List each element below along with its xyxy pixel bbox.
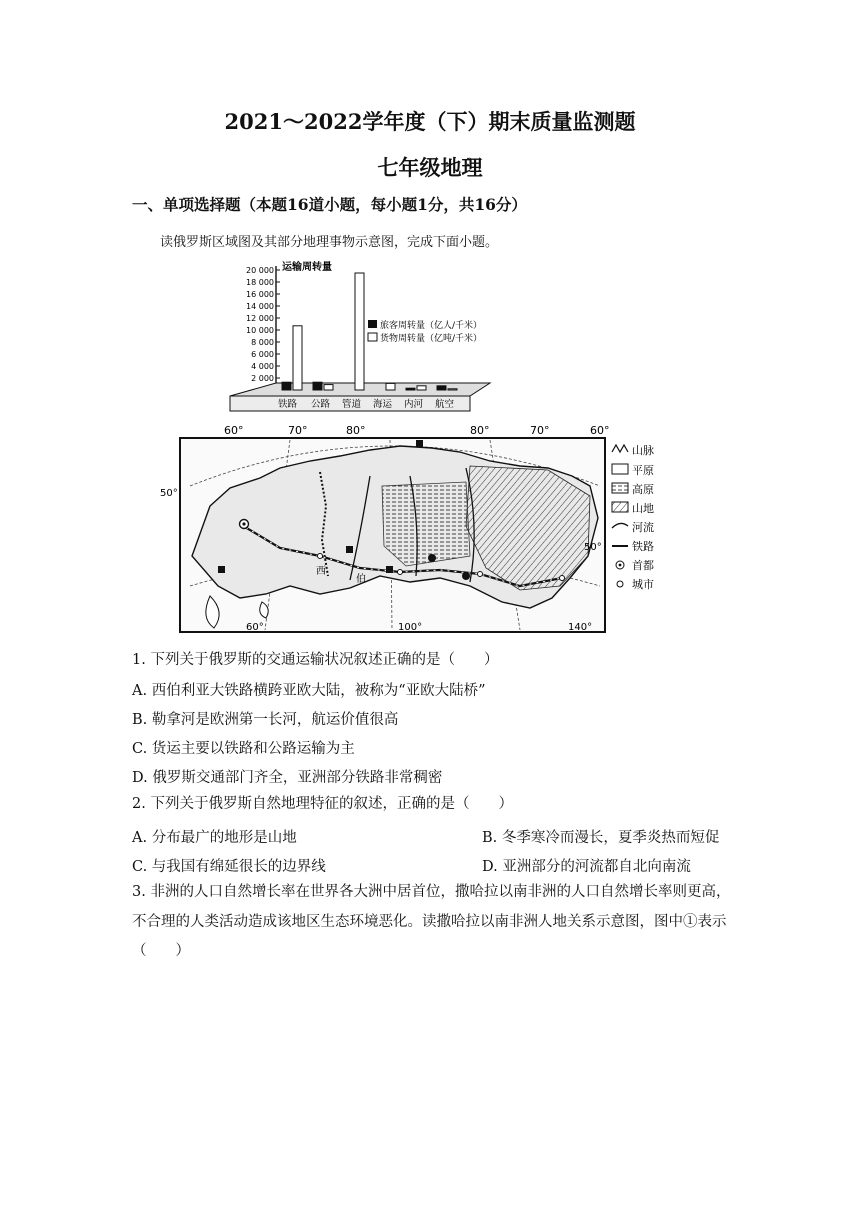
- bar-freight-1: [324, 385, 333, 390]
- city-marker-2: [398, 570, 403, 575]
- question-1-option-b[interactable]: B. 勒拿河是欧洲第一长河，航运价值很高: [132, 712, 399, 728]
- bar-freight-4: [417, 386, 426, 390]
- legend-swatch-passenger: [368, 320, 377, 328]
- map-lat-left: 50°: [160, 488, 178, 499]
- bar-freight-3: [386, 383, 395, 390]
- transport-chart: [230, 260, 490, 411]
- exam-subtitle: 七年级地理: [377, 155, 483, 180]
- y-tick-label: 12 000: [246, 314, 274, 323]
- place-label-2: 西: [316, 566, 326, 577]
- question-1-stem: 1. 下列关于俄罗斯的交通运输状况叙述正确的是（ ）: [132, 652, 499, 668]
- y-tick-label: 16 000: [246, 290, 274, 299]
- map-top-label-1: 60°: [224, 424, 244, 437]
- legend-river: 河流: [632, 521, 654, 534]
- category-label-2: 管道: [342, 399, 362, 410]
- map-bottom-label-2: 100°: [398, 622, 423, 633]
- y-tick-label: 10 000: [246, 326, 274, 335]
- bar-freight-2: [355, 273, 364, 390]
- category-label-1: 公路: [311, 399, 331, 410]
- question-2-option-b[interactable]: B. 冬季寒冷而漫长，夏季炎热而短促: [482, 830, 720, 846]
- bar-passenger-0: [282, 382, 291, 390]
- capital-dot: [242, 522, 245, 525]
- bar-passenger-1: [313, 382, 322, 390]
- map-top-label-4: 80°: [470, 424, 490, 437]
- legend-railway: 铁路: [632, 540, 654, 553]
- resource-symbol-3: [386, 566, 393, 573]
- y-tick-label: 6 000: [251, 350, 274, 359]
- legend-plateau-icon: [612, 483, 628, 493]
- question-1-option-c[interactable]: C. 货运主要以铁路和公路运输为主: [132, 741, 355, 757]
- legend-passenger: 旅客周转量（亿人/千米）: [380, 321, 483, 331]
- section-intro: 读俄罗斯区域图及其部分地理事物示意图，完成下面小题。: [160, 235, 499, 250]
- y-tick-label: 4 000: [251, 362, 274, 371]
- chart-title: 运输周转量: [282, 262, 332, 273]
- legend-capital: 首都: [632, 559, 654, 572]
- map-bottom-label-3: 140°: [568, 622, 593, 633]
- legend-upland-icon: [612, 502, 628, 512]
- exam-title: 2021～2022学年度（下）期末质量监测题: [224, 109, 636, 134]
- resource-symbol-4: [428, 554, 436, 562]
- y-tick-label: 18 000: [246, 278, 274, 287]
- resource-symbol-6: [416, 440, 423, 447]
- map-bottom-label-1: 60°: [246, 622, 264, 633]
- chart-bars: [282, 273, 457, 390]
- bar-freight-0: [293, 326, 302, 390]
- map-top-label-3: 80°: [346, 424, 366, 437]
- question-2-option-a[interactable]: A. 分布最广的地形是山地: [132, 830, 297, 846]
- question-2-option-d[interactable]: D. 亚洲部分的河流都自北向南流: [482, 859, 691, 875]
- bar-passenger-5: [437, 386, 446, 390]
- question-1-option-d[interactable]: D. 俄罗斯交通部门齐全，亚洲部分铁路非常稠密: [132, 770, 443, 786]
- bar-passenger-4: [406, 388, 415, 390]
- legend-swatch-freight: [368, 333, 377, 341]
- legend-mountain: 山脉: [632, 444, 654, 457]
- question-2-option-c[interactable]: C. 与我国有绵延很长的边界线: [132, 859, 326, 875]
- legend-plain-icon: [612, 464, 628, 474]
- legend-mountain-icon: [612, 445, 628, 452]
- category-label-0: 铁路: [278, 399, 298, 410]
- y-ticks: [246, 266, 280, 395]
- legend-upland: 山地: [632, 502, 654, 515]
- city-marker-3: [478, 572, 483, 577]
- section-heading: 一、单项选择题（本题16道小题，每小题1分，共16分）: [132, 195, 527, 214]
- bar-freight-5: [448, 389, 457, 390]
- resource-symbol-1: [218, 566, 225, 573]
- map-top-label-5: 70°: [530, 424, 550, 437]
- resource-symbol-5: [462, 572, 470, 580]
- question-2-stem: 2. 下列关于俄罗斯自然地理特征的叙述，正确的是（ ）: [132, 796, 513, 812]
- legend-city: 城市: [632, 578, 654, 591]
- question-3-stem: 3. 非洲的人口自然增长率在世界各大洲中居首位，撒哈拉以南非洲的人口自然增长率则更高，不合理的人类活动造成该地区生态环境恶化。读撒哈拉以南非洲人地关系示意图，图中①表示（ ）: [132, 884, 731, 959]
- y-tick-label: 2 000: [251, 374, 274, 383]
- figure-svg: [160, 256, 654, 638]
- resource-symbol-2: [346, 546, 353, 553]
- map-legend: [612, 444, 654, 591]
- map-lat-right: 50°: [584, 542, 602, 553]
- central-plateau: [382, 482, 470, 566]
- place-label-1: 伯: [356, 574, 366, 585]
- russia-figure: [160, 256, 654, 638]
- city-marker-4: [560, 576, 565, 581]
- legend-plain: 平原: [632, 464, 654, 477]
- russia-map: [160, 424, 654, 633]
- category-label-5: 航空: [435, 399, 455, 410]
- map-top-label-2: 70°: [288, 424, 308, 437]
- question-1-option-a[interactable]: A. 西伯利亚大铁路横跨亚欧大陆，被称为“亚欧大陆桥”: [132, 683, 486, 699]
- category-label-3: 海运: [373, 399, 393, 410]
- legend-city-icon: [617, 581, 623, 587]
- y-tick-label: 20 000: [246, 266, 274, 275]
- city-marker-1: [318, 554, 323, 559]
- map-top-label-6: 60°: [590, 424, 610, 437]
- legend-freight: 货物周转量（亿吨/千米）: [380, 334, 483, 344]
- legend-plateau: 高原: [632, 483, 654, 496]
- y-tick-label: 8 000: [251, 338, 274, 347]
- category-label-4: 内河: [404, 399, 424, 410]
- y-tick-label: 14 000: [246, 302, 274, 311]
- legend-capital-dot: [619, 564, 622, 567]
- legend-river-icon: [612, 523, 628, 528]
